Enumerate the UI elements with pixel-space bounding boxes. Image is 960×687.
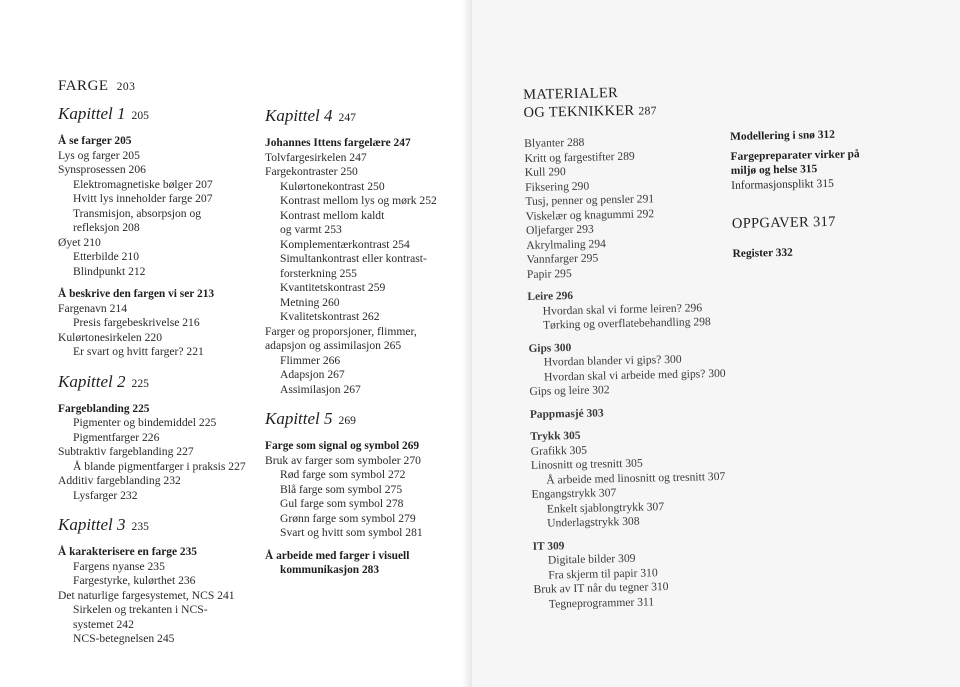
toc-entry: Kull 290 xyxy=(524,165,566,179)
toc-entry: Å blande pigmentfarger i praksis 227 xyxy=(73,459,246,473)
toc-entry: Vannfarger 295 xyxy=(526,251,599,266)
toc-entry: Farge som signal og symbol 269 xyxy=(265,440,420,452)
toc-entry: Hvordan skal vi forme leiren? 296 xyxy=(542,300,703,318)
toc-entry: systemet 242 xyxy=(73,617,134,631)
toc-entry: Gips og leire 302 xyxy=(529,383,610,398)
toc-entry: Blå farge som symbol 275 xyxy=(280,482,403,496)
chapter-heading: Kapittel 4 247 xyxy=(265,106,356,125)
toc-entry: Fra skjerm til papir 310 xyxy=(548,565,658,582)
toc-entry: Viskelær og knagummi 292 xyxy=(525,206,655,223)
section-page: 203 xyxy=(116,80,136,93)
toc-entry: Fargeblanding 225 xyxy=(58,402,150,415)
section-heading-farge xyxy=(58,77,135,95)
toc-entry: Å beskrive den fargen vi ser 213 xyxy=(58,288,215,300)
toc-entry: Assimilasjon 267 xyxy=(280,382,361,396)
toc-entry: Å se farger 205 xyxy=(58,135,132,147)
toc-entry: Oljefarger 293 xyxy=(525,222,594,237)
register-entry: Register 332 xyxy=(732,246,793,260)
toc-entry: Linosnitt og tresnitt 305 xyxy=(530,456,643,472)
toc-entry: miljø og helse 315 xyxy=(730,163,818,177)
toc-entry: Å karakterisere en farge 235 xyxy=(58,546,197,558)
toc-entry: Fargenavn 214 xyxy=(58,301,128,315)
toc-entry: Kvantitetskontrast 259 xyxy=(280,281,386,294)
toc-entry: Grønn farge som symbol 279 xyxy=(280,511,416,525)
toc-entry: Metning 260 xyxy=(280,295,340,309)
toc-entry: Grafikk 305 xyxy=(530,443,588,458)
toc-entry: Leire 296 xyxy=(527,289,574,303)
toc-entry: Fargepreparater virker på xyxy=(730,147,860,163)
right-column-1 xyxy=(523,82,731,612)
section-title: FARGE xyxy=(58,78,109,94)
toc-entry: Papir 295 xyxy=(526,266,572,281)
oppgaver-heading: OPPGAVER 317 xyxy=(731,213,836,232)
toc-entry: Elektromagnetiske bølger 207 xyxy=(73,177,213,191)
toc-entry: Informasjonsplikt 315 xyxy=(731,176,834,192)
toc-entry: Hvordan skal vi arbeide med gips? 300 xyxy=(543,366,726,384)
toc-entry: Tørking og overflatebehandling 298 xyxy=(542,315,711,332)
toc-entry: Pigmenter og bindemiddel 225 xyxy=(73,416,217,429)
toc-entry: Synsprosessen 206 xyxy=(58,163,146,176)
toc-entry: Additiv fargeblanding 232 xyxy=(58,474,181,487)
chapter-heading: Kapittel 2 225 xyxy=(58,371,149,391)
toc-entry: kommunikasjon 283 xyxy=(280,564,380,576)
toc-column-2 xyxy=(265,106,437,578)
toc-entry: Fiksering 290 xyxy=(524,179,590,194)
toc-entry: Johannes Ittens fargelære 247 xyxy=(265,137,411,149)
toc-entry: Kvalitetskontrast 262 xyxy=(280,310,380,323)
toc-entry: Gips 300 xyxy=(528,341,572,355)
toc-entry: Kritt og fargestifter 289 xyxy=(524,149,635,165)
toc-entry: Fargens nyanse 235 xyxy=(73,559,165,573)
toc-entry: Tegneprogrammer 311 xyxy=(548,594,655,611)
chapter-heading: Kapittel 5 269 xyxy=(265,409,356,428)
toc-entry: Lys og farger 205 xyxy=(58,148,140,162)
chapter-heading: Kapittel 3 235 xyxy=(58,515,149,534)
toc-entry: Pigmentfarger 226 xyxy=(73,430,160,444)
toc-entry: adapsjon og assimilasjon 265 xyxy=(265,339,402,352)
toc-column-1 xyxy=(58,104,246,647)
toc-entry: Subtraktiv fargeblanding 227 xyxy=(58,445,194,458)
section-heading-line1: MATERIALER xyxy=(523,85,619,103)
right-column-2 xyxy=(730,127,862,261)
toc-entry: Tusj, penner og pensler 291 xyxy=(525,192,655,208)
toc-entry: Kulørtonekontrast 250 xyxy=(280,179,385,193)
toc-entry: Er svart og hvitt farger? 221 xyxy=(73,345,204,358)
toc-entry: Engangstrykk 307 xyxy=(531,486,617,501)
chapter-heading: Kapittel 1 205 xyxy=(58,104,149,123)
toc-entry: Digitale bilder 309 xyxy=(547,551,636,567)
toc-entry: Sirkelen og trekanten i NCS- xyxy=(73,603,208,616)
toc-entry: Gul farge som symbol 278 xyxy=(280,497,404,510)
section-heading-line2: OG TEKNIKKER 287 xyxy=(523,102,657,121)
toc-entry: Hvitt lys inneholder farge 207 xyxy=(73,192,213,205)
toc-entry: Å arbeide med linosnitt og tresnitt 307 xyxy=(546,469,726,487)
toc-entry: Fargestyrke, kulørthet 236 xyxy=(73,574,196,587)
toc-entry: og varmt 253 xyxy=(280,223,342,236)
toc-entry: Bruk av IT når du tegner 310 xyxy=(533,580,669,596)
toc-entry: Kontrast mellom lys og mørk 252 xyxy=(280,194,437,207)
toc-entry: forsterkning 255 xyxy=(280,266,357,280)
toc-entry: Svart og hvitt som symbol 281 xyxy=(280,526,423,539)
toc-entry: Kulørtonesirkelen 220 xyxy=(58,330,162,344)
toc-entry: Komplementærkontrast 254 xyxy=(280,237,410,251)
toc-entry: Tolvfargesirkelen 247 xyxy=(265,150,367,164)
toc-entry: Adapsjon 267 xyxy=(280,368,345,381)
toc-entry: Underlagstrykk 308 xyxy=(547,514,640,530)
toc-entry: refleksjon 208 xyxy=(73,221,140,234)
toc-entry: Simultankontrast eller kontrast- xyxy=(280,252,427,265)
toc-entry: Lysfarger 232 xyxy=(73,488,138,502)
left-page xyxy=(0,0,472,687)
toc-entry: Transmisjon, absorpsjon og xyxy=(73,206,202,220)
toc-entry: Enkelt sjablongtrykk 307 xyxy=(546,499,665,516)
toc-entry: Presis fargebeskrivelse 216 xyxy=(73,316,200,329)
toc-entry: Øyet 210 xyxy=(58,235,101,249)
toc-entry: Rød farge som symbol 272 xyxy=(280,468,406,481)
toc-entry: Å arbeide med farger i visuell xyxy=(265,549,410,562)
toc-entry: Fargekontraster 250 xyxy=(265,165,358,178)
toc-entry: Det naturlige fargesystemet, NCS 241 xyxy=(58,588,235,602)
toc-entry: Kontrast mellom kaldt xyxy=(280,208,385,222)
toc-entry: Akrylmaling 294 xyxy=(526,236,606,252)
toc-entry: Pappmasjé 303 xyxy=(529,406,604,421)
toc-entry: Blindpunkt 212 xyxy=(73,264,146,278)
toc-entry: Hvordan blander vi gips? 300 xyxy=(543,352,682,369)
toc-entry: IT 309 xyxy=(532,539,565,553)
toc-entry: Bruk av farger som symboler 270 xyxy=(265,453,421,467)
toc-entry: Blyanter 288 xyxy=(524,135,585,150)
toc-entry: Trykk 305 xyxy=(530,429,581,443)
toc-entry: NCS-betegnelsen 245 xyxy=(73,632,175,645)
right-page xyxy=(472,0,960,687)
toc-entry: Etterbilde 210 xyxy=(73,250,140,263)
toc-entry: Farger og proporsjoner, flimmer, xyxy=(265,324,417,338)
toc-entry: Modellering i snø 312 xyxy=(730,128,835,143)
toc-entry: Flimmer 266 xyxy=(280,353,341,367)
